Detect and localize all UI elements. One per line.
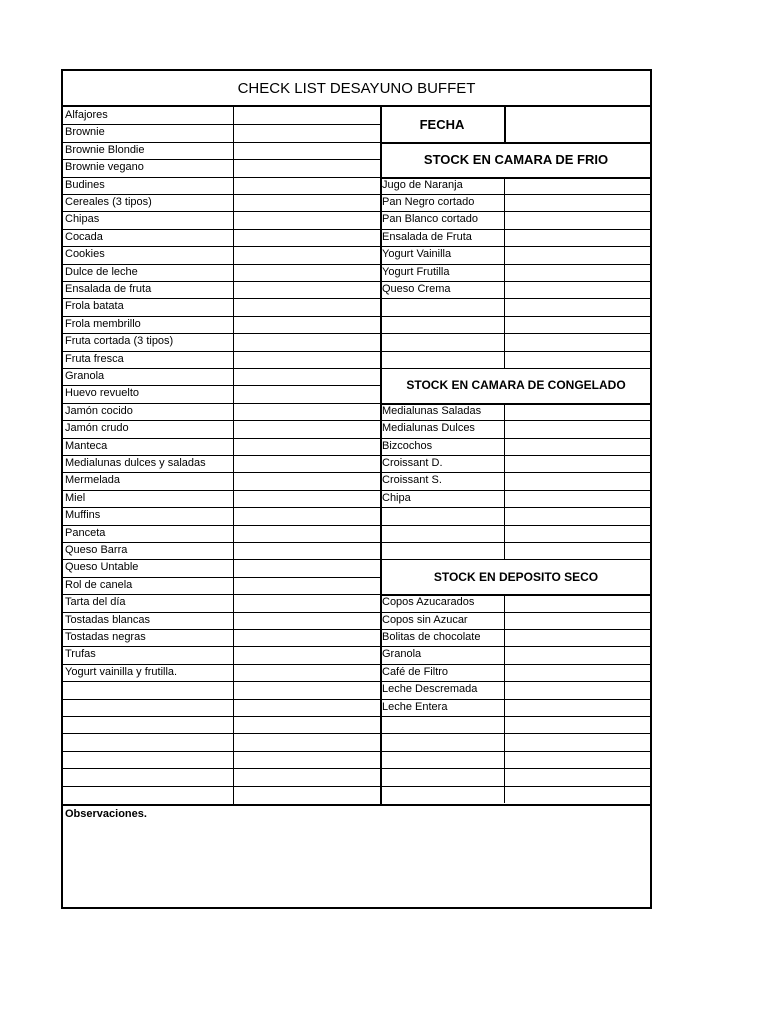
stock-item-label: Leche Descremada [382,684,478,696]
row-divider [63,786,380,787]
stock-item-label: Granola [382,649,422,661]
section-header-congelado: STOCK EN CAMARA DE CONGELADO [406,378,626,393]
row-divider [63,351,380,352]
row-divider [63,577,380,578]
section-border [380,403,652,405]
stock-item-label: Croissant D. [382,458,443,469]
left-item-label: Jamón crudo [65,423,129,435]
row-divider [63,333,380,334]
left-item-label: Brownie [65,127,105,139]
left-item-label: Medialunas dulces y saladas [65,458,206,469]
row-divider [380,420,652,421]
left-item-label: Budines [65,179,105,191]
col-divider [233,107,234,804]
row-divider [380,507,652,508]
stock-item-label: Copos Azucarados [382,597,475,609]
section-border [380,594,652,596]
row-divider [380,351,652,352]
row-divider [380,525,652,526]
col-divider [504,107,506,142]
observaciones-label: Observaciones. [65,808,147,820]
row-divider [380,246,652,247]
sheet-title: CHECK LIST DESAYUNO BUFFET [63,71,650,107]
left-item-label: Tostadas blancas [65,614,150,626]
stock-item-label: Bolitas de chocolate [382,632,481,643]
left-item-label: Jamón cocido [65,405,133,417]
left-item-label: Mermelada [65,475,121,487]
row-divider [63,490,380,491]
checklist-sheet [61,69,652,909]
row-divider [63,368,380,369]
row-divider [380,612,652,613]
row-divider [63,229,380,230]
left-item-label: Granola [65,371,105,382]
row-divider [63,472,380,473]
row-divider [380,211,652,212]
left-item-label: Ensalada de fruta [65,284,152,295]
row-divider [63,403,380,404]
left-item-label: Frola batata [65,301,124,313]
left-item-label: Frola membrillo [65,318,141,330]
row-divider [380,472,652,473]
row-divider [63,594,380,595]
stock-item-label: Queso Crema [382,284,451,295]
stock-item-label: Copos sin Azucar [382,614,468,626]
row-divider [380,768,652,769]
row-divider [380,264,652,265]
left-item-label: Cocada [65,231,103,243]
section-header-seco: STOCK EN DEPOSITO SECO [433,569,599,584]
fecha-label: FECHA [419,116,465,132]
row-divider [63,298,380,299]
row-divider [63,177,380,178]
row-divider [380,298,652,299]
row-divider [63,507,380,508]
row-divider [380,490,652,491]
row-divider [63,733,380,734]
row-divider [63,664,380,665]
row-divider [63,525,380,526]
row-divider [63,612,380,613]
row-divider [63,629,380,630]
row-divider [380,646,652,647]
left-item-label: Manteca [65,440,108,452]
row-divider [63,159,380,160]
left-item-label: Cookies [65,249,105,261]
left-item-label: Cereales (3 tipos) [65,197,152,208]
left-item-label: Yogurt vainilla y frutilla. [65,666,178,678]
row-divider [380,716,652,717]
section-border [380,177,652,179]
row-divider [63,316,380,317]
left-item-label: Dulce de leche [65,266,138,278]
row-divider [63,385,380,386]
row-divider [63,264,380,265]
row-divider [380,699,652,700]
row-divider [380,542,652,543]
col-divider [504,177,505,368]
row-divider [63,559,380,560]
row-divider [380,438,652,439]
stock-item-label: Café de Filtro [382,666,449,678]
row-divider [63,124,380,125]
col-divider [504,403,505,560]
row-divider [380,664,652,665]
left-item-label: Queso Untable [65,562,139,574]
row-divider [63,455,380,456]
stock-item-label: Pan Blanco cortado [382,214,479,226]
row-divider [63,542,380,543]
row-divider [63,699,380,700]
stock-item-label: Chipa [382,492,411,504]
row-divider [63,681,380,682]
left-item-label: Brownie vegano [65,162,144,174]
stock-item-label: Croissant S. [382,475,442,487]
row-divider [63,246,380,247]
stock-item-label: Yogurt Frutilla [382,266,450,278]
row-divider [63,211,380,212]
left-item-label: Fruta cortada (3 tipos) [65,336,174,348]
left-item-label: Tarta del día [65,597,126,609]
row-divider [380,751,652,752]
left-item-label: Brownie Blondie [65,144,145,156]
left-item-label: Muffins [65,510,101,522]
left-item-label: Miel [65,492,86,504]
row-divider [380,629,652,630]
row-divider [380,786,652,787]
row-divider [380,333,652,334]
row-divider [63,194,380,195]
left-item-label: Chipas [65,214,100,226]
left-item-label: Panceta [65,527,106,539]
stock-item-label: Pan Negro cortado [382,197,475,208]
row-divider [63,420,380,421]
row-divider [63,646,380,647]
stock-item-label: Bizcochos [382,440,433,452]
stock-item-label: Leche Entera [382,701,448,713]
row-divider [63,751,380,752]
left-item-label: Trufas [65,649,96,661]
row-divider [380,733,652,734]
stock-item-label: Medialunas Saladas [382,405,482,417]
row-divider [380,681,652,682]
left-item-label: Fruta fresca [65,353,124,365]
row-divider [63,281,380,282]
row-divider [380,316,652,317]
row-divider [63,768,380,769]
row-divider [380,229,652,230]
stock-item-label: Jugo de Naranja [382,179,463,191]
left-item-label: Rol de canela [65,579,133,591]
row-divider [380,455,652,456]
section-header-frio: STOCK EN CAMARA DE FRIO [423,151,609,167]
col-divider [504,594,505,803]
row-divider [63,142,380,143]
row-divider [63,716,380,717]
row-divider [380,194,652,195]
stock-item-label: Yogurt Vainilla [382,249,452,261]
left-item-label: Tostadas negras [65,632,146,643]
stock-item-label: Medialunas Dulces [382,423,475,435]
row-divider [63,438,380,439]
left-item-label: Huevo revuelto [65,388,139,400]
left-item-label: Alfajores [65,110,108,121]
row-divider [380,281,652,282]
stock-item-label: Ensalada de Fruta [382,231,472,243]
left-item-label: Queso Barra [65,545,128,556]
